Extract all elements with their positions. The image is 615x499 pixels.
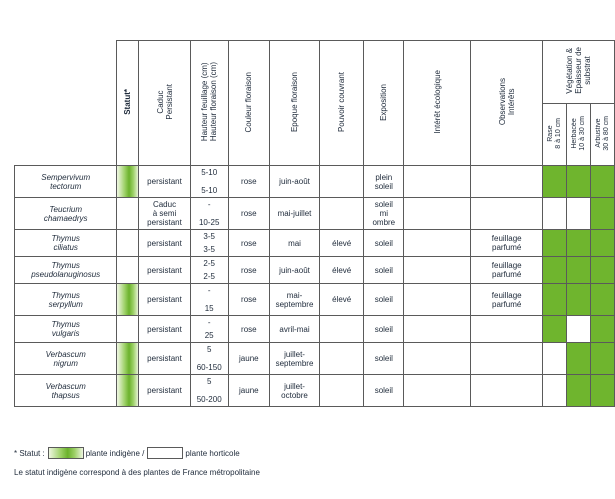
cell-observations bbox=[471, 166, 543, 198]
cell-pouvoir bbox=[319, 375, 364, 407]
cell-pouvoir bbox=[319, 343, 364, 375]
cell-hauteur bbox=[190, 343, 228, 375]
cell-veg-arbustive bbox=[591, 230, 615, 257]
cell-interet bbox=[404, 198, 471, 230]
cell-hauteur bbox=[190, 166, 228, 198]
cell-veg-arbustive bbox=[591, 257, 615, 284]
cell-veg-rase bbox=[543, 375, 567, 407]
header-observations: Observations Intérêts bbox=[471, 41, 543, 166]
cell-exposition: soleil mi ombre bbox=[364, 198, 404, 230]
cell-veg-arbustive bbox=[591, 343, 615, 375]
cell-interet bbox=[404, 257, 471, 284]
legend-prefix: * Statut : bbox=[14, 448, 45, 458]
table-row bbox=[15, 343, 615, 375]
cell-veg-arbustive bbox=[591, 198, 615, 230]
cell-caduc: persistant bbox=[139, 166, 191, 198]
cell-observations bbox=[471, 316, 543, 343]
hauteur-floraison: 3-5 bbox=[203, 245, 215, 254]
cell-interet bbox=[404, 230, 471, 257]
table-row bbox=[15, 375, 615, 407]
cell-couleur: rose bbox=[228, 166, 270, 198]
cell-epoque: avril-mai bbox=[270, 316, 320, 343]
cell-couleur: rose bbox=[228, 257, 270, 284]
cell-veg-arbustive bbox=[591, 375, 615, 407]
cell-veg-herbacee bbox=[567, 230, 591, 257]
hauteur-feuillage: 5 bbox=[206, 377, 212, 386]
header-couleur: Couleur floraison bbox=[228, 41, 270, 166]
cell-pouvoir: élevé bbox=[319, 257, 364, 284]
cell-couleur: rose bbox=[228, 198, 270, 230]
hauteur-floraison: 25 bbox=[204, 331, 214, 340]
legend bbox=[14, 447, 240, 459]
cell-observations bbox=[471, 343, 543, 375]
cell-name: Thymus serpyllum bbox=[15, 284, 117, 316]
cell-statut bbox=[117, 343, 139, 375]
cell-epoque: mai- septembre bbox=[270, 284, 320, 316]
table-row bbox=[15, 230, 615, 257]
cell-caduc: persistant bbox=[139, 375, 191, 407]
cell-pouvoir: élevé bbox=[319, 230, 364, 257]
cell-caduc: persistant bbox=[139, 257, 191, 284]
cell-name: Verbascum thapsus bbox=[15, 375, 117, 407]
cell-hauteur bbox=[190, 230, 228, 257]
cell-hauteur bbox=[190, 257, 228, 284]
cell-interet bbox=[404, 375, 471, 407]
hauteur-floraison: 10-25 bbox=[198, 218, 220, 227]
hauteur-feuillage: 2-5 bbox=[203, 259, 215, 268]
cell-veg-arbustive bbox=[591, 166, 615, 198]
cell-veg-arbustive bbox=[591, 284, 615, 316]
cell-name: Verbascum nigrum bbox=[15, 343, 117, 375]
cell-hauteur bbox=[190, 375, 228, 407]
cell-statut bbox=[117, 230, 139, 257]
cell-couleur: rose bbox=[228, 316, 270, 343]
cell-veg-arbustive bbox=[591, 316, 615, 343]
cell-couleur: jaune bbox=[228, 375, 270, 407]
header-hauteur: Hauteur feuillage (cm) Hauteur floraison (cm) bbox=[190, 41, 228, 166]
cell-exposition: soleil bbox=[364, 284, 404, 316]
cell-veg-herbacee bbox=[567, 284, 591, 316]
cell-pouvoir: élevé bbox=[319, 284, 364, 316]
cell-caduc: persistant bbox=[139, 343, 191, 375]
cell-name: Thymus pseudolanuginosus bbox=[15, 257, 117, 284]
cell-veg-rase bbox=[543, 198, 567, 230]
cell-epoque: juillet- octobre bbox=[270, 375, 320, 407]
cell-observations bbox=[471, 198, 543, 230]
cell-veg-herbacee bbox=[567, 316, 591, 343]
hauteur-feuillage: 5 bbox=[206, 345, 212, 354]
cell-statut bbox=[117, 257, 139, 284]
cell-observations: feuillage parfumé bbox=[471, 257, 543, 284]
hauteur-feuillage: - bbox=[207, 200, 211, 209]
cell-veg-rase bbox=[543, 316, 567, 343]
cell-observations: feuillage parfumé bbox=[471, 284, 543, 316]
header-corner bbox=[15, 41, 117, 166]
header-exposition: Exposition bbox=[364, 41, 404, 166]
table-row bbox=[15, 284, 615, 316]
cell-veg-rase bbox=[543, 343, 567, 375]
cell-epoque: juin-août bbox=[270, 257, 320, 284]
cell-interet bbox=[404, 166, 471, 198]
cell-caduc: persistant bbox=[139, 230, 191, 257]
hauteur-feuillage: - bbox=[207, 318, 211, 327]
cell-statut bbox=[117, 166, 139, 198]
table-row bbox=[15, 198, 615, 230]
table-row bbox=[15, 166, 615, 198]
plant-table bbox=[14, 40, 615, 407]
header-caduc: Caduc Persistant bbox=[139, 41, 191, 166]
cell-pouvoir bbox=[319, 198, 364, 230]
footnote: Le statut indigène correspond à des plantes de France métropolitaine bbox=[14, 468, 260, 477]
cell-caduc: persistant bbox=[139, 316, 191, 343]
cell-exposition: soleil bbox=[364, 257, 404, 284]
cell-veg-herbacee bbox=[567, 343, 591, 375]
legend-swatch-indigene bbox=[48, 447, 84, 459]
cell-veg-herbacee bbox=[567, 166, 591, 198]
cell-veg-rase bbox=[543, 257, 567, 284]
cell-caduc: Caduc à semi persistant bbox=[139, 198, 191, 230]
cell-epoque: juillet- septembre bbox=[270, 343, 320, 375]
cell-exposition: soleil bbox=[364, 230, 404, 257]
cell-epoque: mai-juillet bbox=[270, 198, 320, 230]
cell-pouvoir bbox=[319, 316, 364, 343]
cell-statut bbox=[117, 316, 139, 343]
cell-veg-herbacee bbox=[567, 375, 591, 407]
cell-caduc: persistant bbox=[139, 284, 191, 316]
cell-pouvoir bbox=[319, 166, 364, 198]
hauteur-floraison: 60-150 bbox=[196, 363, 222, 372]
cell-veg-rase bbox=[543, 230, 567, 257]
legend-indigene: plante indigène / bbox=[85, 448, 145, 458]
cell-interet bbox=[404, 343, 471, 375]
legend-swatch-horticole bbox=[147, 447, 183, 459]
cell-veg-herbacee bbox=[567, 198, 591, 230]
header-interet: Intérêt écologique bbox=[404, 41, 471, 166]
hauteur-floraison: 5-10 bbox=[201, 186, 218, 195]
header-pouvoir: Pouvoir couvrant bbox=[319, 41, 364, 166]
cell-name: Thymus ciliatus bbox=[15, 230, 117, 257]
cell-couleur: jaune bbox=[228, 343, 270, 375]
cell-exposition: soleil bbox=[364, 375, 404, 407]
cell-epoque: juin-août bbox=[270, 166, 320, 198]
table-row bbox=[15, 316, 615, 343]
table-body bbox=[15, 166, 615, 407]
hauteur-floraison: 50-200 bbox=[196, 395, 222, 404]
cell-exposition: soleil bbox=[364, 343, 404, 375]
header-arbustive: Arbustive 30 à 80 cm bbox=[591, 103, 615, 166]
cell-couleur: rose bbox=[228, 284, 270, 316]
table-header bbox=[15, 41, 615, 166]
cell-exposition: soleil bbox=[364, 316, 404, 343]
header-epoque: Epoque floraison bbox=[270, 41, 320, 166]
cell-interet bbox=[404, 284, 471, 316]
cell-observations bbox=[471, 375, 543, 407]
hauteur-floraison: 2-5 bbox=[203, 272, 215, 281]
hauteur-feuillage: - bbox=[207, 286, 211, 295]
cell-epoque: mai bbox=[270, 230, 320, 257]
header-vegetation: Végétation & Epaisseur de substrat bbox=[543, 41, 615, 104]
hauteur-floraison: 15 bbox=[204, 304, 214, 313]
header-rase: Rase 8 à 10 cm bbox=[543, 103, 567, 166]
cell-hauteur bbox=[190, 284, 228, 316]
cell-veg-rase bbox=[543, 284, 567, 316]
cell-exposition: plein soleil bbox=[364, 166, 404, 198]
cell-statut bbox=[117, 284, 139, 316]
cell-veg-rase bbox=[543, 166, 567, 198]
cell-hauteur bbox=[190, 316, 228, 343]
header-herbacee: Herbacée 10 à 30 cm bbox=[567, 103, 591, 166]
header-statut: Statut* bbox=[117, 41, 139, 166]
cell-interet bbox=[404, 316, 471, 343]
legend-horticole: plante horticole bbox=[185, 448, 240, 458]
cell-veg-herbacee bbox=[567, 257, 591, 284]
cell-name: Thymus vulgaris bbox=[15, 316, 117, 343]
cell-name: Teucrium chamaedrys bbox=[15, 198, 117, 230]
hauteur-feuillage: 3-5 bbox=[203, 232, 215, 241]
cell-observations: feuillage parfumé bbox=[471, 230, 543, 257]
hauteur-feuillage: 5-10 bbox=[201, 168, 218, 177]
cell-hauteur bbox=[190, 198, 228, 230]
cell-couleur: rose bbox=[228, 230, 270, 257]
cell-statut bbox=[117, 198, 139, 230]
table-row bbox=[15, 257, 615, 284]
cell-statut bbox=[117, 375, 139, 407]
cell-name: Sempervivum tectorum bbox=[15, 166, 117, 198]
